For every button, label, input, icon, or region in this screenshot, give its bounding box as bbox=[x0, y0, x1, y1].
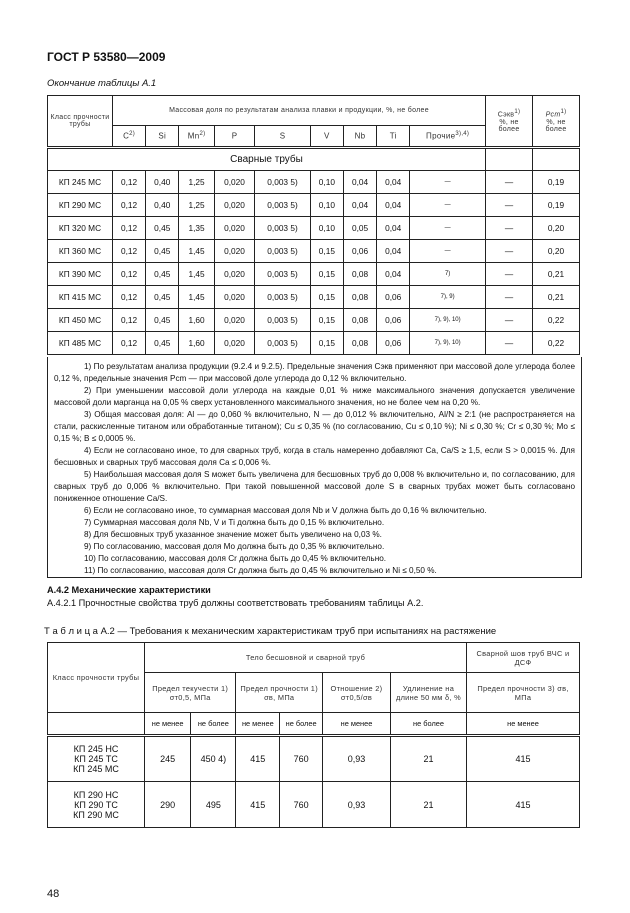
table-cell: 760 bbox=[280, 736, 323, 782]
table-cell: 0,12 bbox=[113, 332, 146, 355]
table-cell: 0,12 bbox=[113, 240, 146, 263]
subheader-limit: не более bbox=[280, 713, 323, 736]
table-cell: 290 bbox=[145, 782, 191, 828]
col-ratio: Отношение 2) σт0,5/σв bbox=[323, 673, 391, 713]
table-cell: КП 415 МС bbox=[48, 286, 113, 309]
table-cell: 0,04 bbox=[377, 194, 410, 217]
footnote: 8) Для бесшовных труб указанное значение может быть увеличено на 0,03 %. bbox=[84, 530, 382, 539]
table-cell: 0,08 bbox=[343, 263, 376, 286]
col-tensile: Предел прочности 1) σв, МПа bbox=[236, 673, 323, 713]
table-cell: 0,04 bbox=[377, 217, 410, 240]
subheader-limit: не менее bbox=[236, 713, 280, 736]
table-cell: 0,15 bbox=[310, 240, 343, 263]
section-text: А.4.2.1 Прочностные свойства труб должны соответствовать требованиям таблицы А.2. bbox=[47, 598, 424, 608]
subheader-limit: не более bbox=[391, 713, 467, 736]
col-element: Si bbox=[146, 126, 179, 148]
table-cell: КП 360 МС bbox=[48, 240, 113, 263]
subheader-limit: не более bbox=[191, 713, 236, 736]
table-cell: 7), 9), 10) bbox=[410, 309, 486, 332]
table-row bbox=[48, 782, 580, 828]
col-yield: Предел текучести 1) σт0,5, МПа bbox=[145, 673, 236, 713]
table-cell: — bbox=[486, 332, 533, 355]
table-cell: 0,003 5) bbox=[255, 286, 311, 309]
table-cell: 1,25 bbox=[179, 194, 215, 217]
table-row bbox=[48, 263, 580, 286]
table-cell: 0,06 bbox=[343, 240, 376, 263]
table-cell: КП 450 МС bbox=[48, 309, 113, 332]
table-row bbox=[48, 171, 580, 194]
table-cell: — bbox=[486, 194, 533, 217]
table-cell: 0,020 bbox=[214, 240, 254, 263]
col-element: Nb bbox=[343, 126, 376, 148]
table-cell: 0,020 bbox=[214, 194, 254, 217]
table-cell: 0,45 bbox=[146, 263, 179, 286]
table-cell: 0,020 bbox=[214, 263, 254, 286]
subheader-limit: не менее bbox=[145, 713, 191, 736]
table-row bbox=[48, 240, 580, 263]
table-cell: 415 bbox=[236, 782, 280, 828]
table1-footnotes bbox=[47, 357, 582, 578]
document-header: ГОСТ Р 53580—2009 bbox=[47, 50, 166, 64]
table-cell: 0,12 bbox=[113, 171, 146, 194]
table-cell: 760 bbox=[280, 782, 323, 828]
table-cell: — bbox=[486, 309, 533, 332]
section-heading: А.4.2 Механические характеристики bbox=[47, 585, 211, 595]
table-cell: 0,003 5) bbox=[255, 332, 311, 355]
footnote: 9) По согласованию, массовая доля Mo должна быть до 0,35 % включительно. bbox=[84, 542, 385, 551]
table-cell: — bbox=[486, 217, 533, 240]
table-cell: 1,45 bbox=[179, 263, 215, 286]
table-cell: 1,35 bbox=[179, 217, 215, 240]
table-cell: 0,15 bbox=[310, 286, 343, 309]
table1-caption: Окончание таблицы А.1 bbox=[47, 78, 157, 89]
table-cell: — bbox=[410, 171, 486, 194]
chemical-composition-table bbox=[47, 95, 580, 355]
table-cell: 0,003 5) bbox=[255, 194, 311, 217]
footnote: 6) Если не согласовано иное, то суммарная массовая доля Nb и V должна быть до 0,16 % включительно. bbox=[84, 506, 487, 515]
footnote: 4) Если не согласовано иное, то для сварных труб, когда в сталь намеренно добавляют Ca, Ca/S ≥ 1,5, если S > 0,0015 %. Для бесшовных и сварных труб массовая доля Ca ≤ 0,006 %. bbox=[54, 446, 575, 467]
table-cell: 1,60 bbox=[179, 332, 215, 355]
table-cell: 0,020 bbox=[214, 217, 254, 240]
table-cell: 0,19 bbox=[533, 194, 580, 217]
col-element: S bbox=[255, 126, 311, 148]
table-cell: — bbox=[410, 240, 486, 263]
table-cell: 0,08 bbox=[343, 332, 376, 355]
col-element: Mn$^{2)}$ bbox=[179, 126, 215, 148]
col-weld-tensile: Предел прочности 3) σв, МПа bbox=[467, 673, 580, 713]
table-cell: 0,15 bbox=[310, 332, 343, 355]
table-row bbox=[48, 194, 580, 217]
table-cell: 0,45 bbox=[146, 217, 179, 240]
table-cell: 1,60 bbox=[179, 309, 215, 332]
footnote: 2) При уменьшении массовой доли углерода на каждые 0,01 % ниже максимального значения допускается увеличение массовой доли марганца на 0,05 % сверх установленного максимального значения, но не более чем на 0,20 %. bbox=[54, 386, 575, 407]
col-element: $C^{2)}$ bbox=[113, 126, 146, 148]
table-cell: 0,19 bbox=[533, 171, 580, 194]
table-cell: 495 bbox=[191, 782, 236, 828]
table-cell: 21 bbox=[391, 736, 467, 782]
table-cell: 1,45 bbox=[179, 240, 215, 263]
table-cell: КП 390 МС bbox=[48, 263, 113, 286]
table-cell: КП 290 МС bbox=[48, 194, 113, 217]
table-cell: 0,003 5) bbox=[255, 217, 311, 240]
table2-caption: Т а б л и ц а А.2 — Требования к механическим характеристикам труб при испытаниях на растяжение bbox=[44, 626, 497, 637]
class-cell: КП 245 НС КП 245 ТС КП 245 МС bbox=[48, 736, 145, 782]
col-element: P bbox=[214, 126, 254, 148]
table-cell: 0,04 bbox=[377, 263, 410, 286]
table-cell: КП 320 МС bbox=[48, 217, 113, 240]
col-ceq: Сэкв$^{1)}$ %, не более bbox=[486, 96, 533, 148]
table-cell: 0,06 bbox=[377, 286, 410, 309]
table-cell: 0,20 bbox=[533, 217, 580, 240]
table-cell: 0,020 bbox=[214, 171, 254, 194]
table-cell: 0,12 bbox=[113, 286, 146, 309]
table-cell: 0,93 bbox=[323, 782, 391, 828]
table-row bbox=[48, 286, 580, 309]
table-cell: 0,20 bbox=[533, 240, 580, 263]
subheader-limit: не менее bbox=[467, 713, 580, 736]
table-cell: 0,45 bbox=[146, 286, 179, 309]
table-cell: 0,21 bbox=[533, 263, 580, 286]
page-number: 48 bbox=[47, 888, 60, 900]
table-cell: 0,04 bbox=[377, 171, 410, 194]
table-cell: 0,12 bbox=[113, 217, 146, 240]
table-cell: 0,45 bbox=[146, 332, 179, 355]
col-pcm: Pcm$^{1)}$ %, не более bbox=[533, 96, 580, 148]
table-row bbox=[48, 332, 580, 355]
table-cell: — bbox=[486, 171, 533, 194]
table-cell: 0,003 5) bbox=[255, 240, 311, 263]
table-cell: 0,003 5) bbox=[255, 171, 311, 194]
table-cell: 0,10 bbox=[310, 171, 343, 194]
table-cell: 415 bbox=[467, 736, 580, 782]
table-cell: — bbox=[486, 286, 533, 309]
table-cell: 0,12 bbox=[113, 263, 146, 286]
table-cell: — bbox=[486, 263, 533, 286]
table-cell: — bbox=[486, 240, 533, 263]
mechanical-properties-table bbox=[47, 642, 580, 828]
footnote: 11) По согласованию, массовая доля Cr должна быть до 0,45 % включительно и Ni ≤ 0,50 %. bbox=[84, 566, 437, 575]
col-elongation: Удлинение на длине 50 мм δ, % bbox=[391, 673, 467, 713]
table-cell: 0,06 bbox=[377, 332, 410, 355]
col-mass-fraction: Массовая доля по результатам анализа плавки и продукции, %, не более bbox=[113, 96, 486, 126]
table-row bbox=[48, 217, 580, 240]
col-class: Класс прочности трубы bbox=[48, 643, 145, 713]
col-element: V bbox=[310, 126, 343, 148]
table-cell: 245 bbox=[145, 736, 191, 782]
table-cell: 0,12 bbox=[113, 194, 146, 217]
table-cell: 0,93 bbox=[323, 736, 391, 782]
subheader-limit: не менее bbox=[323, 713, 391, 736]
table-cell: 450 4) bbox=[191, 736, 236, 782]
table-cell: КП 245 МС bbox=[48, 171, 113, 194]
table-cell: 0,22 bbox=[533, 309, 580, 332]
group-body: Тело бесшовной и сварной труб bbox=[145, 643, 467, 673]
table-cell: 0,04 bbox=[377, 240, 410, 263]
table-cell: 0,45 bbox=[146, 309, 179, 332]
table-row bbox=[48, 309, 580, 332]
table-cell: 0,003 5) bbox=[255, 263, 311, 286]
class-cell: КП 290 НС КП 290 ТС КП 290 МС bbox=[48, 782, 145, 828]
table-cell: 1,25 bbox=[179, 171, 215, 194]
table-row bbox=[48, 736, 580, 782]
table-cell: 415 bbox=[467, 782, 580, 828]
table-cell: 0,15 bbox=[310, 309, 343, 332]
table-cell: 415 bbox=[236, 736, 280, 782]
footnote: 10) По согласованию, массовая доля Cr должна быть до 0,45 % включительно. bbox=[84, 554, 387, 563]
table-cell: 0,12 bbox=[113, 309, 146, 332]
table-cell: 0,06 bbox=[377, 309, 410, 332]
table-cell: 0,10 bbox=[310, 194, 343, 217]
table-cell: 0,05 bbox=[343, 217, 376, 240]
table-cell: 7), 9) bbox=[410, 286, 486, 309]
col-class: Класс прочности трубы bbox=[48, 96, 113, 148]
table-cell: 0,45 bbox=[146, 240, 179, 263]
table-cell: 7), 9), 10) bbox=[410, 332, 486, 355]
table-cell: — bbox=[410, 217, 486, 240]
table-cell: КП 485 МС bbox=[48, 332, 113, 355]
table-cell: 0,04 bbox=[343, 171, 376, 194]
table-cell: 0,08 bbox=[343, 309, 376, 332]
table-cell: 0,003 5) bbox=[255, 309, 311, 332]
table-cell: 0,22 bbox=[533, 332, 580, 355]
group-weld: Сварной шов труб ВЧС и ДСФ bbox=[467, 643, 580, 673]
table-cell: 0,020 bbox=[214, 286, 254, 309]
table-cell: 0,08 bbox=[343, 286, 376, 309]
footnote: 5) Наибольшая массовая доля S может быть увеличена для бесшовных труб до 0,008 % включительно и, по согласованию, для сварных труб до 0,006 % включительно. При такой повышенной массовой доле S в сварных трубах может быть согласовано пониженное отношение Ca/S. bbox=[54, 470, 575, 503]
table-cell: 0,40 bbox=[146, 171, 179, 194]
col-element: Прочие$^{3),4)}$ bbox=[410, 126, 486, 148]
table-cell: 1,45 bbox=[179, 286, 215, 309]
table-cell: 21 bbox=[391, 782, 467, 828]
footnote: 1) По результатам анализа продукции (9.2.4 и 9.2.5). Предельные значения Сэкв применяют при массовой доле углерода более 0,12 %, предельные значения Pcm — при массовой доле углерода до 0,12 % включительно. bbox=[54, 362, 575, 383]
table-cell: 0,10 bbox=[310, 217, 343, 240]
table-cell: 0,04 bbox=[343, 194, 376, 217]
table-cell: — bbox=[410, 194, 486, 217]
footnote: 3) Общая массовая доля: Al — до 0,060 % включительно, N — до 0,012 % включительно, Al/N ≥ 2:1 (не распространяется на стали, раскисленные титаном или обработанные титаном); Cu ≤ 0,35 % (по согласованию, Cu ≤ 0,10 %); Ni ≤ 0,30 %; Cr ≤ 0,30 %; Mo ≤ 0,15 %; B ≤ 0,0005 %. bbox=[54, 410, 575, 443]
table-cell: 0,40 bbox=[146, 194, 179, 217]
table-cell: 0,020 bbox=[214, 332, 254, 355]
section-welded-pipes: Сварные трубы bbox=[48, 148, 486, 171]
footnote: 7) Суммарная массовая доля Nb, V и Ti должна быть до 0,15 % включительно. bbox=[84, 518, 385, 527]
table-cell: 0,15 bbox=[310, 263, 343, 286]
table-cell: 0,020 bbox=[214, 309, 254, 332]
table-cell: 0,21 bbox=[533, 286, 580, 309]
col-element: Ti bbox=[377, 126, 410, 148]
table-cell: 7) bbox=[410, 263, 486, 286]
